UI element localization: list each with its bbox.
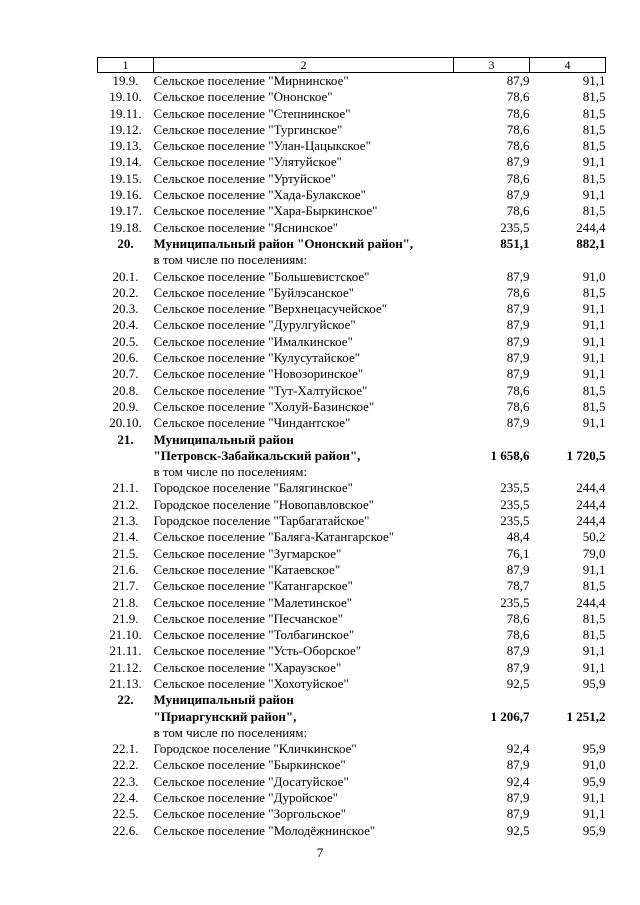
table-row [98,285,606,301]
row-number: 19.15. [109,170,142,186]
row-number: 19.18. [109,219,142,235]
value-col3: 78,6 [506,170,530,186]
row-number: 21. [117,431,134,447]
row-name: Городское поселение "Новопавловское" [153,496,375,512]
value-col4: 1 251,2 [566,708,606,724]
row-name: Сельское поселение "Песчанское" [153,610,344,626]
row-name: Муниципальный район [153,431,294,447]
row-number: 22.1. [112,741,139,757]
value-col4: 91,1 [582,643,606,659]
row-name: Сельское поселение "Катангарское" [153,578,353,594]
value-col3: 87,9 [506,659,530,675]
value-col4: 91,1 [582,317,606,333]
subheading-row [98,252,606,268]
table-row [98,741,606,757]
row-number: 19.10. [109,89,142,105]
value-col3: 78,6 [506,382,530,398]
value-col4: 91,1 [582,301,606,317]
row-name: Сельское поселение "Буйлэсанское" [153,284,355,300]
row-number: 21.2. [112,496,139,512]
row-name: Сельское поселение "Молодёжнинское" [153,822,376,838]
value-col3: 78,6 [506,105,530,121]
value-col4 [530,252,606,268]
value-col4: 95,9 [582,773,606,789]
row-name: Сельское поселение "Верхнецасучейское" [153,301,388,317]
row-name: "Приаргунский район", [153,708,297,724]
row-number: 22.6. [112,822,139,838]
allocation-table [97,57,606,839]
value-col4: 81,5 [582,578,606,594]
row-number: 21.6. [112,561,139,577]
value-col3: 87,9 [506,317,530,333]
column-header-1: 1 [98,58,154,73]
value-col4: 244,4 [576,513,606,529]
value-col4: 91,1 [582,350,606,366]
table-row [98,399,606,415]
value-col4: 1 720,5 [566,447,606,463]
table-row [98,73,606,90]
row-number: 21.4. [112,529,139,545]
value-col3: 87,9 [506,790,530,806]
row-name: Городское поселение "Тарбагатайское" [153,513,370,529]
column-header-2: 2 [154,58,454,73]
value-col3: 78,7 [506,578,530,594]
value-col3: 78,6 [506,203,530,219]
value-col4: 244,4 [576,219,606,235]
table-row [98,415,606,431]
value-col3: 87,9 [506,643,530,659]
table-row [98,790,606,806]
value-col3: 78,6 [506,138,530,154]
value-col3: 87,9 [506,73,530,88]
row-number: 20.10. [109,415,142,431]
table-row [98,106,606,122]
value-col3: 87,9 [506,806,530,822]
value-col3: 78,6 [506,610,530,626]
value-col4: 81,5 [582,382,606,398]
value-col3: 235,5 [500,496,530,512]
table-row [98,611,606,627]
row-name: Сельское поселение "Тут-Халтуйское" [153,382,368,398]
value-col4: 91,1 [582,366,606,382]
row-number: 21.10. [109,627,142,643]
row-number: 21.1. [112,480,139,496]
value-col4: 91,0 [582,757,606,773]
row-name: Сельское поселение "Усть-Оборское" [153,643,362,659]
row-name: Сельское поселение "Зоргольское" [153,806,347,822]
value-col4: 79,0 [582,545,606,561]
table-row [98,334,606,350]
table-row [98,757,606,773]
value-col3: 1 658,6 [490,447,530,463]
value-col4: 81,5 [582,610,606,626]
value-col4: 91,1 [582,187,606,203]
value-col3: 87,9 [506,154,530,170]
page-number: 7 [316,845,324,860]
table-row [98,806,606,822]
value-col4: 50,2 [582,529,606,545]
value-col4: 244,4 [576,480,606,496]
table-row [98,546,606,562]
value-col4: 244,4 [576,496,606,512]
row-name: Сельское поселение "Уртуйское" [153,170,337,186]
row-number: 20.9. [112,398,139,414]
row-name: Сельское поселение "Хада-Булакское" [153,187,366,203]
row-name: Сельское поселение "Тургинское" [153,121,343,137]
table-row [98,562,606,578]
value-col4: 81,5 [582,121,606,137]
row-name: в том числе по поселениям: [153,252,308,268]
table-row [98,203,606,219]
value-col3: 78,6 [506,627,530,643]
table-row [98,774,606,790]
row-number: 19.12. [109,121,142,137]
district-row [98,448,606,464]
row-number: 20.7. [112,366,139,382]
value-col3: 92,4 [506,773,530,789]
table-body [98,73,606,839]
table-row [98,578,606,594]
value-col3: 87,9 [506,366,530,382]
row-number: 21.9. [112,610,139,626]
value-col4: 91,1 [582,73,606,88]
row-name: Сельское поселение "Яснинское" [153,219,339,235]
district-row [98,236,606,252]
table-row [98,595,606,611]
row-name: Сельское поселение "Хохотуйское" [153,675,349,691]
row-name: Городское поселение "Балягинское" [153,480,353,496]
subheading-row [98,725,606,741]
row-number: 20.1. [112,268,139,284]
column-header-4: 4 [530,58,606,73]
value-col4: 882,1 [576,235,606,251]
row-number: 20. [117,235,134,251]
value-col4 [530,432,606,448]
value-col4 [530,464,606,480]
value-col4 [530,725,606,741]
table-row [98,823,606,839]
subheading-row [98,464,606,480]
table-row [98,154,606,170]
value-col4: 91,1 [582,561,606,577]
value-col3: 235,5 [500,513,530,529]
row-number: 19.16. [109,187,142,203]
row-name: Сельское поселение "Улятуйское" [153,154,342,170]
table-row [98,627,606,643]
row-name: Муниципальный район "Ононский район", [153,235,414,251]
row-name: Сельское поселение "Улан-Цацыкское" [153,138,371,154]
value-col3: 1 206,7 [490,708,530,724]
table-row [98,529,606,545]
row-name: Сельское поселение "Кулусутайское" [153,350,361,366]
row-name: Сельское поселение "Новозоринское" [153,366,364,382]
table-row [98,497,606,513]
value-col3: 78,6 [506,284,530,300]
row-number: 19.14. [109,154,142,170]
row-name: Сельское поселение "Чиндантское" [153,415,351,431]
row-number: 20.4. [112,317,139,333]
row-number: 22.2. [112,757,139,773]
value-col4 [530,692,606,708]
column-header-3: 3 [454,58,530,73]
value-col3: 76,1 [506,545,530,561]
row-name: Сельское поселение "Хара-Быркинское" [153,203,378,219]
value-col3: 87,9 [506,268,530,284]
row-name: Муниципальный район [153,692,294,708]
table-row [98,643,606,659]
table-row [98,89,606,105]
row-name: Сельское поселение "Быркинское" [153,757,346,773]
row-number: 21.8. [112,594,139,610]
row-name: Сельское поселение "Степнинское" [153,105,351,121]
row-number: 21.5. [112,545,139,561]
row-number: 21.12. [109,659,142,675]
row-name: Сельское поселение "Холуй-Базинское" [153,398,375,414]
row-number: 21.7. [112,578,139,594]
value-col3: 78,6 [506,121,530,137]
value-col4: 95,9 [582,675,606,691]
value-col3: 87,9 [506,301,530,317]
value-col3 [454,725,530,741]
table-row [98,676,606,692]
row-name: Сельское поселение "Дурулгуйское" [153,317,356,333]
value-col3: 87,9 [506,333,530,349]
row-name: Сельское поселение "Толбагинское" [153,627,355,643]
value-col4: 81,5 [582,170,606,186]
value-col3: 87,9 [506,757,530,773]
value-col4: 81,5 [582,89,606,105]
value-col3 [454,432,530,448]
value-col3: 87,9 [506,415,530,431]
row-number: 20.6. [112,350,139,366]
table-header-row [98,58,606,73]
row-name: Сельское поселение "Мирнинское" [153,73,349,88]
row-name: Сельское поселение "Досатуйское" [153,773,349,789]
value-col4: 91,0 [582,268,606,284]
row-name: Сельское поселение "Малетинское" [153,594,353,610]
table-row [98,660,606,676]
table-row [98,317,606,333]
table-row [98,350,606,366]
table-row [98,220,606,236]
value-col3: 92,5 [506,822,530,838]
value-col4: 91,1 [582,154,606,170]
row-number: 20.8. [112,382,139,398]
row-name: "Петровск-Забайкальский район", [153,447,361,463]
row-number [98,448,154,464]
table-row [98,269,606,285]
value-col3: 235,5 [500,480,530,496]
row-name: Сельское поселение "Дуройское" [153,790,339,806]
table-row [98,187,606,203]
row-number: 19.9. [112,73,139,88]
row-number: 20.2. [112,284,139,300]
row-number: 22.4. [112,790,139,806]
table-row [98,138,606,154]
value-col4: 81,5 [582,627,606,643]
row-number [98,709,154,725]
row-number: 21.3. [112,513,139,529]
value-col3: 235,5 [500,594,530,610]
value-col3: 87,9 [506,561,530,577]
table-row [98,171,606,187]
value-col3: 235,5 [500,219,530,235]
row-number: 21.11. [109,643,142,659]
row-name: Сельское поселение "Ималкинское" [153,333,353,349]
row-name: Сельское поселение "Ононское" [153,89,333,105]
value-col4: 91,1 [582,790,606,806]
row-number: 22. [117,692,134,708]
value-col3 [454,252,530,268]
district-row [98,692,606,708]
row-number: 19.13. [109,138,142,154]
district-row [98,432,606,448]
table-row [98,366,606,382]
value-col3: 78,6 [506,89,530,105]
value-col4: 95,9 [582,822,606,838]
row-name: в том числе по поселениям: [153,724,308,740]
row-number: 21.13. [109,675,142,691]
value-col3 [454,692,530,708]
table-row [98,383,606,399]
table-row [98,122,606,138]
row-name: Сельское поселение "Баляга-Катангарское" [153,529,395,545]
value-col3: 48,4 [506,529,530,545]
value-col3: 851,1 [500,235,530,251]
table-row [98,513,606,529]
row-name: Сельское поселение "Хараузское" [153,659,342,675]
value-col4: 91,1 [582,333,606,349]
row-name: Городское поселение "Кличкинское" [153,741,357,757]
row-name: Сельское поселение "Зугмарское" [153,545,342,561]
value-col4: 81,5 [582,203,606,219]
row-number [98,464,154,480]
value-col3: 78,6 [506,398,530,414]
value-col4: 95,9 [582,741,606,757]
row-number: 20.5. [112,333,139,349]
value-col4: 244,4 [576,594,606,610]
row-number [98,252,154,268]
row-name: Сельское поселение "Катаевское" [153,561,341,577]
district-row [98,709,606,725]
table-row [98,480,606,496]
row-number: 22.3. [112,773,139,789]
value-col3: 87,9 [506,187,530,203]
value-col3: 92,5 [506,675,530,691]
row-name: в том числе по поселениям: [153,464,308,480]
value-col4: 81,5 [582,105,606,121]
value-col4: 91,1 [582,806,606,822]
row-number: 20.3. [112,301,139,317]
row-number: 22.5. [112,806,139,822]
value-col4: 81,5 [582,138,606,154]
row-number: 19.17. [109,203,142,219]
value-col4: 91,1 [582,659,606,675]
value-col4: 91,1 [582,415,606,431]
value-col4: 81,5 [582,398,606,414]
value-col3: 92,4 [506,741,530,757]
value-col3 [454,464,530,480]
value-col4: 81,5 [582,284,606,300]
value-col3: 87,9 [506,350,530,366]
table-row [98,301,606,317]
row-number [98,725,154,741]
row-name: Сельское поселение "Большевистское" [153,268,370,284]
row-number: 19.11. [109,105,142,121]
